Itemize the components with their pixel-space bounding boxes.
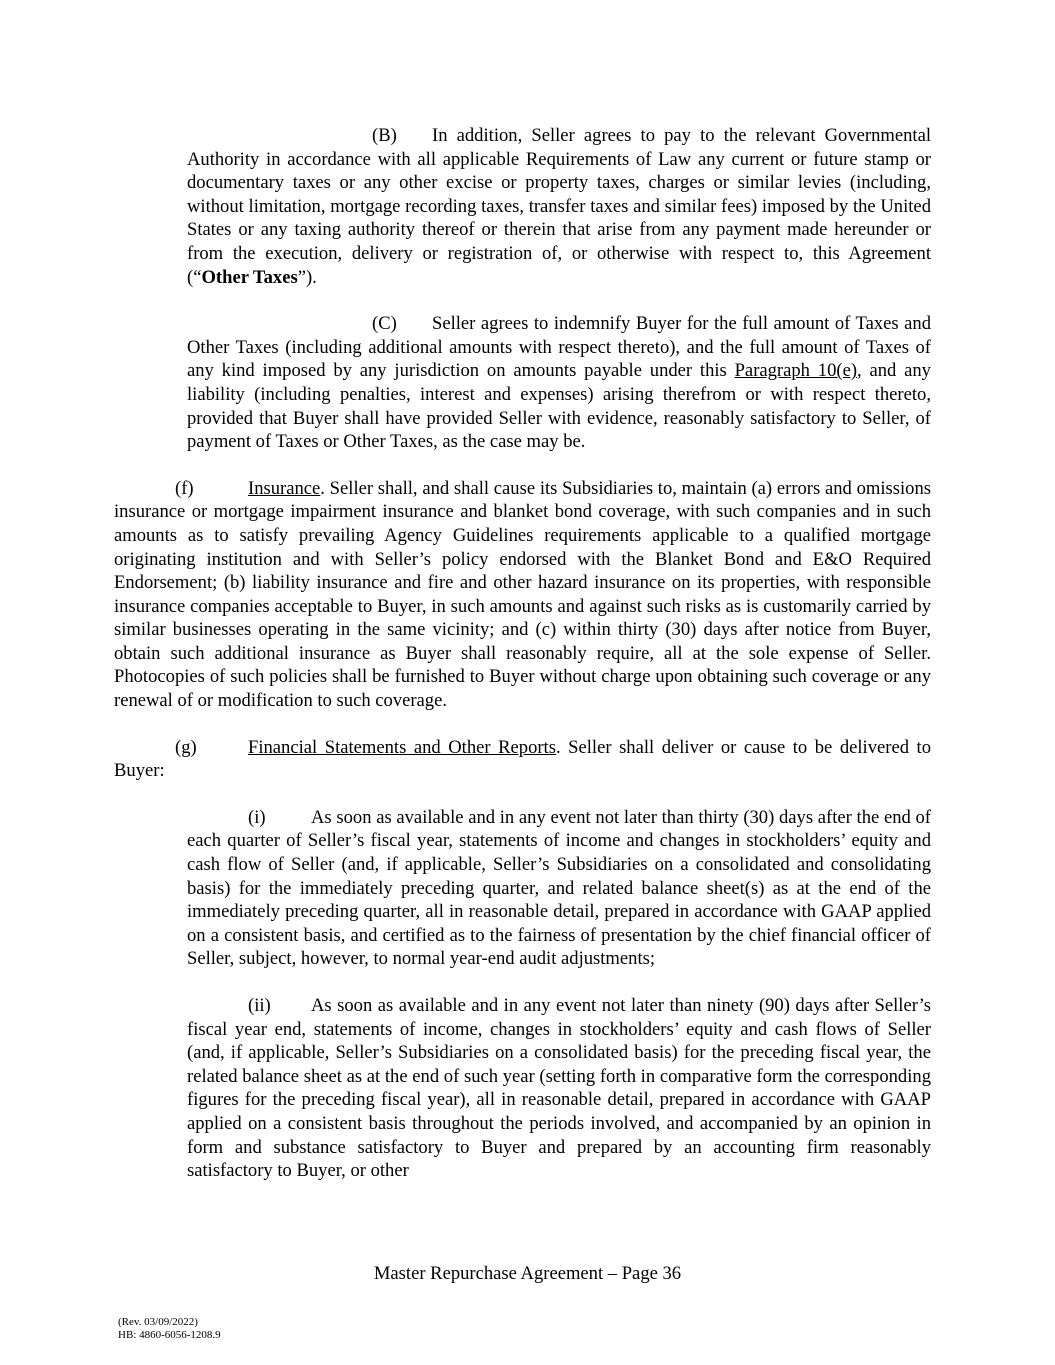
paragraph-g-label: (g) <box>175 736 197 758</box>
paragraph-i <box>187 806 931 971</box>
paragraph-f-text: . Seller shall, and shall cause its Subsidiaries to, maintain (a) errors and omissions insurance or mortgage impairment insurance and blanket bond coverage, with such companies and in such amounts as to satisfy prevailing Agency Guidelines requirements applicable to a qualified mortgage originating institution and with Seller’s policy endorsed with the Blanket Bond and E&O Required Endorsement; (b) liability insurance and fire and other hazard insurance on its properties, with responsible insurance companies acceptable to Buyer, in such amounts and against such risks as is customarily carried by similar businesses operating in the same vicinity; and (c) within thirty (30) days after notice from Buyer, obtain such additional insurance as Buyer shall reasonably require, all at the sole expense of Seller. Photocopies of such policies shall be furnished to Buyer without charge upon obtaining such coverage or any renewal of or modification to such coverage. <box>114 477 931 712</box>
paragraph-b-text: In addition, Seller agrees to pay to the relevant Governmental Authority in accordance with all applicable Requirements of Law any current or future stamp or documentary taxes or any other excise or property taxes, charges or similar levies (including, without limitation, mortgage recording taxes, transfer taxes and similar fees) imposed by the United States or any taxing authority thereof or therein that arise from any payment made hereunder or from the execution, delivery or registration of, or otherwise with respect to, this Agreement (“ <box>187 125 931 288</box>
paragraph-reference-link[interactable]: Paragraph 10(e) <box>734 360 858 382</box>
paragraph-i-text: As soon as available and in any event not later than thirty (30) days after the end of each quarter of Seller’s fiscal year, statements of income and changes in stockholders’ equity and cash flow of Seller (and, if applicable, Seller’s Subsidiaries on a consolidated and consolidating basis) for the immediately preceding quarter, and related balance sheet(s) as at the end of the immediately preceding quarter, all in reasonable detail, prepared in accordance with GAAP applied on a consistent basis, and certified as to the fairness of presentation by the chief financial officer of Seller, subject, however, to normal year-end audit adjustments; <box>187 806 931 970</box>
paragraph-i-label: (i) <box>248 806 266 828</box>
paragraph-c-text: Seller agrees to indemnify Buyer for the full amount of Taxes and Other Taxes (including additional amounts with respect thereto), and the full amount of Taxes of any kind imposed by any jurisdiction on amounts payable under this <box>187 313 931 382</box>
paragraph-f <box>114 477 931 713</box>
revision-info <box>118 1316 221 1342</box>
paragraph-g-heading: Financial Statements and Other Reports <box>248 736 556 758</box>
paragraph-c-text-end: , and any liability (including penalties, interest and expenses) arising therefrom or with respect thereto, provided that Buyer shall have provided Seller with evidence, reasonably satisfactory to Seller, of payment of Taxes or Other Taxes, as the case may be. <box>187 360 931 453</box>
paragraph-ii-text: As soon as available and in any event not later than ninety (90) days after Seller’s fiscal year end, statements of income, changes in stockholders’ equity and cash flows of Seller (and, if applicable, Seller’s Subsidiaries on a consolidated basis) for the preceding fiscal year, the related balance sheet as at the end of such year (setting forth in comparative form the corresponding figures for the preceding fiscal year), all in reasonable detail, prepared in accordance with GAAP applied on a consistent basis throughout the periods involved, and accompanied by an opinion in form and substance satisfactory to Buyer and prepared by an accounting firm reasonably satisfactory to Buyer, or other <box>187 995 931 1182</box>
paragraph-b-label: (B) <box>372 125 397 146</box>
paragraph-f-label: (f) <box>175 477 194 499</box>
revision-date: (Rev. 03/09/2022) <box>118 1316 198 1328</box>
document-body <box>114 124 931 1183</box>
paragraph-c <box>187 312 931 454</box>
paragraph-ii-label: (ii) <box>248 995 271 1016</box>
paragraph-c-label: (C) <box>372 313 397 335</box>
paragraph-b <box>187 124 931 289</box>
paragraph-g <box>114 736 931 783</box>
paragraph-b-text-end: ”). <box>297 266 317 288</box>
paragraph-b-defined-term: Other Taxes <box>201 266 298 288</box>
paragraph-f-heading: Insurance <box>248 477 321 499</box>
paragraph-ii <box>187 994 931 1183</box>
document-id: HB: 4860-6056-1208.9 <box>118 1329 221 1341</box>
page-footer: Master Repurchase Agreement – Page 36 <box>373 1263 682 1284</box>
paragraph-g-text: . Seller shall deliver or cause to be delivered to Buyer: <box>114 736 931 782</box>
